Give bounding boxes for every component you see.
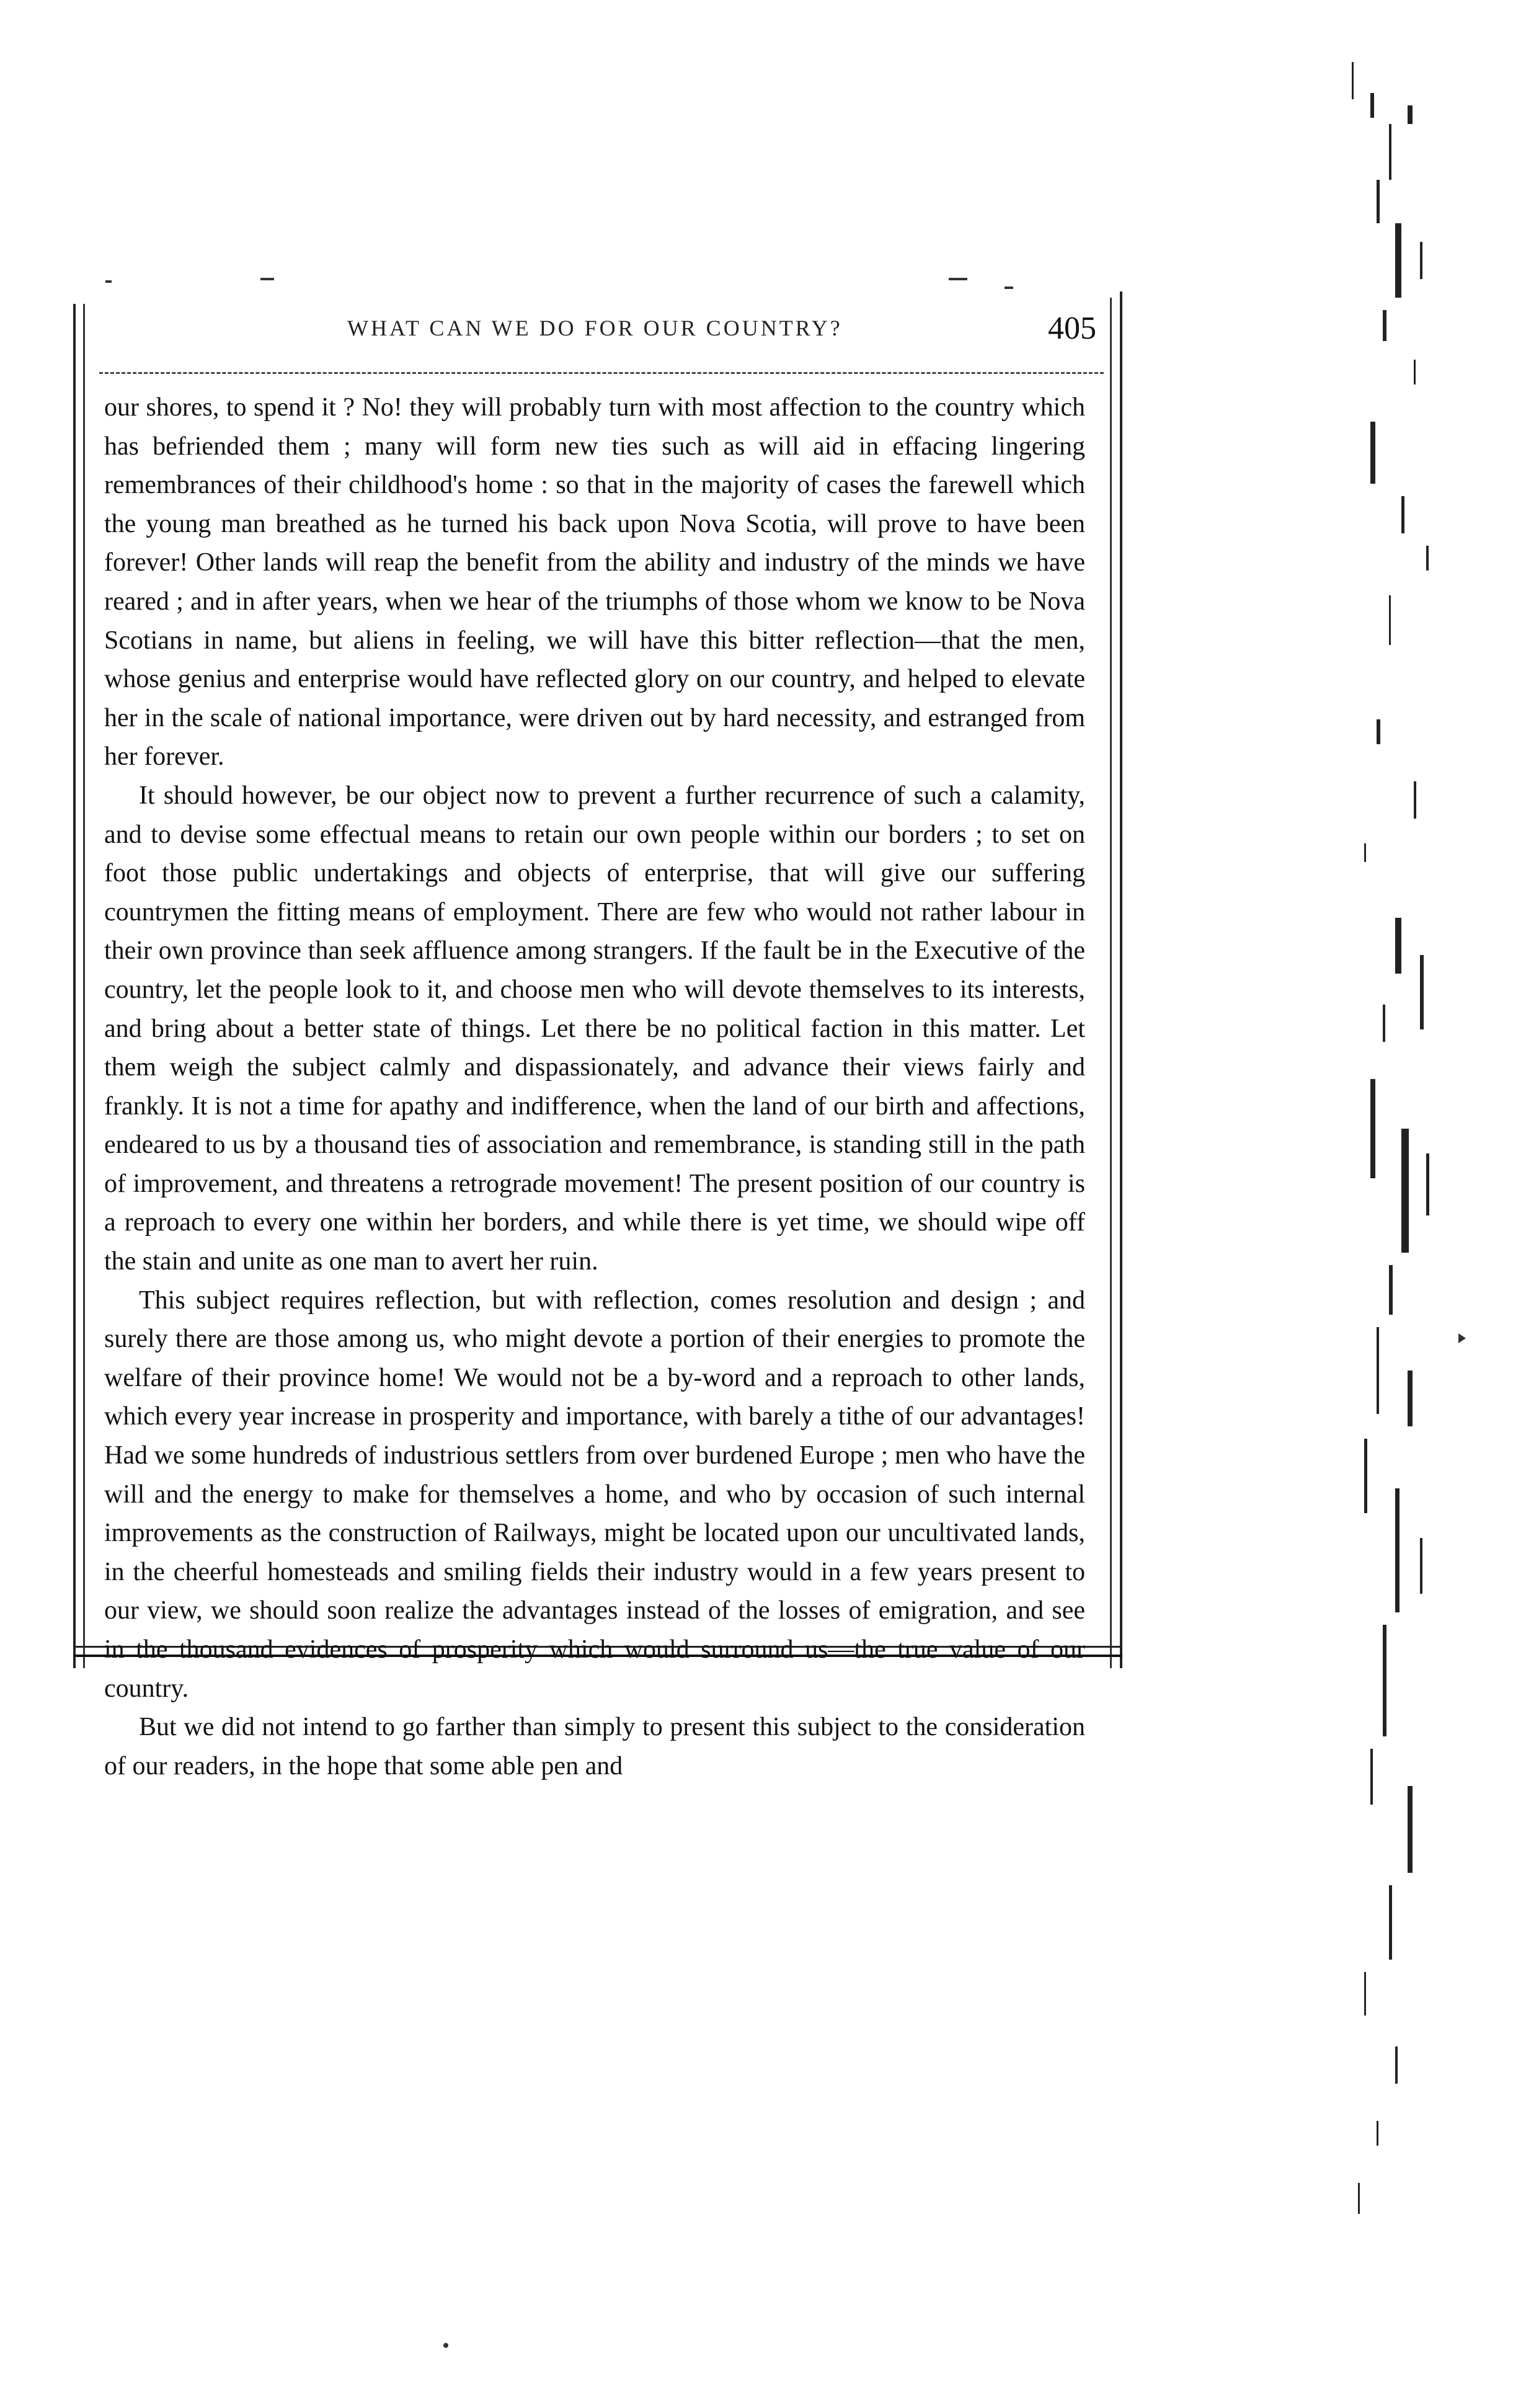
- paragraph-4: But we did not intend to go farther than simply to present this subject to the consideration of our readers, in the hope that some able pen and: [104, 1713, 1085, 1780]
- running-title: WHAT CAN WE DO FOR OUR COUNTRY?: [347, 316, 843, 340]
- top-mark: [260, 278, 274, 280]
- top-mark: [1005, 287, 1013, 289]
- paragraph-1: our shores, to spend it ? No! they will probably turn with most affection to the country which has befriended them ; many will form new ties such as will aid in effacing lingering remembrances of their childhood's home : so that in the majority of cases the farewell which the young man breathed as he turned his back upon Nova Scotia, will prove to have been forever! Other lands will reap the benefit from the ability and industry of the minds we have reared ; and in after years, when we hear of the triumphs of those whom we know to be Nova Scotians in name, but aliens in feeling, we will have this bitter reflection—that the men, whose genius and enterprise would have reflected glory on our country, and helped to elevate her in the scale of national importance, were driven out by hard necessity, and estranged from her forever.: [104, 393, 1085, 771]
- scan-edge-noise: [1333, 37, 1507, 2270]
- page-header: [93, 311, 1110, 358]
- frame-right-outer-rule: [1120, 291, 1122, 1668]
- top-mark: [949, 278, 967, 280]
- frame-left-outer-rule: [73, 304, 76, 1668]
- paragraph-2: It should however, be our object now to prevent a further recurrence of such a calamity, and to devise some effectual means to retain our own people within our borders ; to set on foot those public undertakings and objects of enterprise, that will give our suffering countrymen the fitting means of employment. There are few who would not rather labour in their own province than seek affluence among strangers. If the fault be in the Executive of the country, let the people look to it, and choose men who will devote themselves to its interests, and bring about a better state of things. Let there be no political faction in this matter. Let them weigh the subject calmly and dispassionately, and advance their views fairly and frankly. It is not a time for apathy and indifference, when the land of our birth and affections, endeared to us by a thousand ties of association and remembrance, is standing still in the path of improvement, and threatens a retrograde movement! The present position of our country is a reproach to every one within her borders, and while there is yet time, we should wipe off the stain and unite as one man to avert her ruin.: [104, 781, 1085, 1276]
- page-number: 405: [1048, 311, 1096, 346]
- top-mark: [105, 280, 112, 283]
- bottom-dot: [443, 2343, 448, 2348]
- frame-left-inner-rule: [83, 304, 85, 1668]
- paragraph-3: This subject requires reflection, but with reflection, comes resolution and design ; and surely there are those among us, who might devote a portion of their energies to promote the welfare of their province home! We would not be a by-word and a reproach to other lands, which every year increase in prosperity and importance, with barely a tithe of our advantages! Had we some hundreds of industrious settlers from over burdened Europe ; men who have the will and the energy to make for themselves a home, and who by occasion of such internal improvements as the construction of Railways, might be located upon our uncultivated lands, in the cheerful homesteads and smiling fields their industry would in a few years present to our view, we should soon realize the advantages instead of the losses of emigration, and see in the thousand evidences of prosperity which would surround us—the true value of our country.: [104, 1286, 1085, 1703]
- edge-arrow-mark: [1458, 1333, 1466, 1343]
- article-body: [104, 388, 1085, 1785]
- header-rule: [99, 372, 1104, 374]
- frame-right-inner-rule: [1110, 298, 1112, 1668]
